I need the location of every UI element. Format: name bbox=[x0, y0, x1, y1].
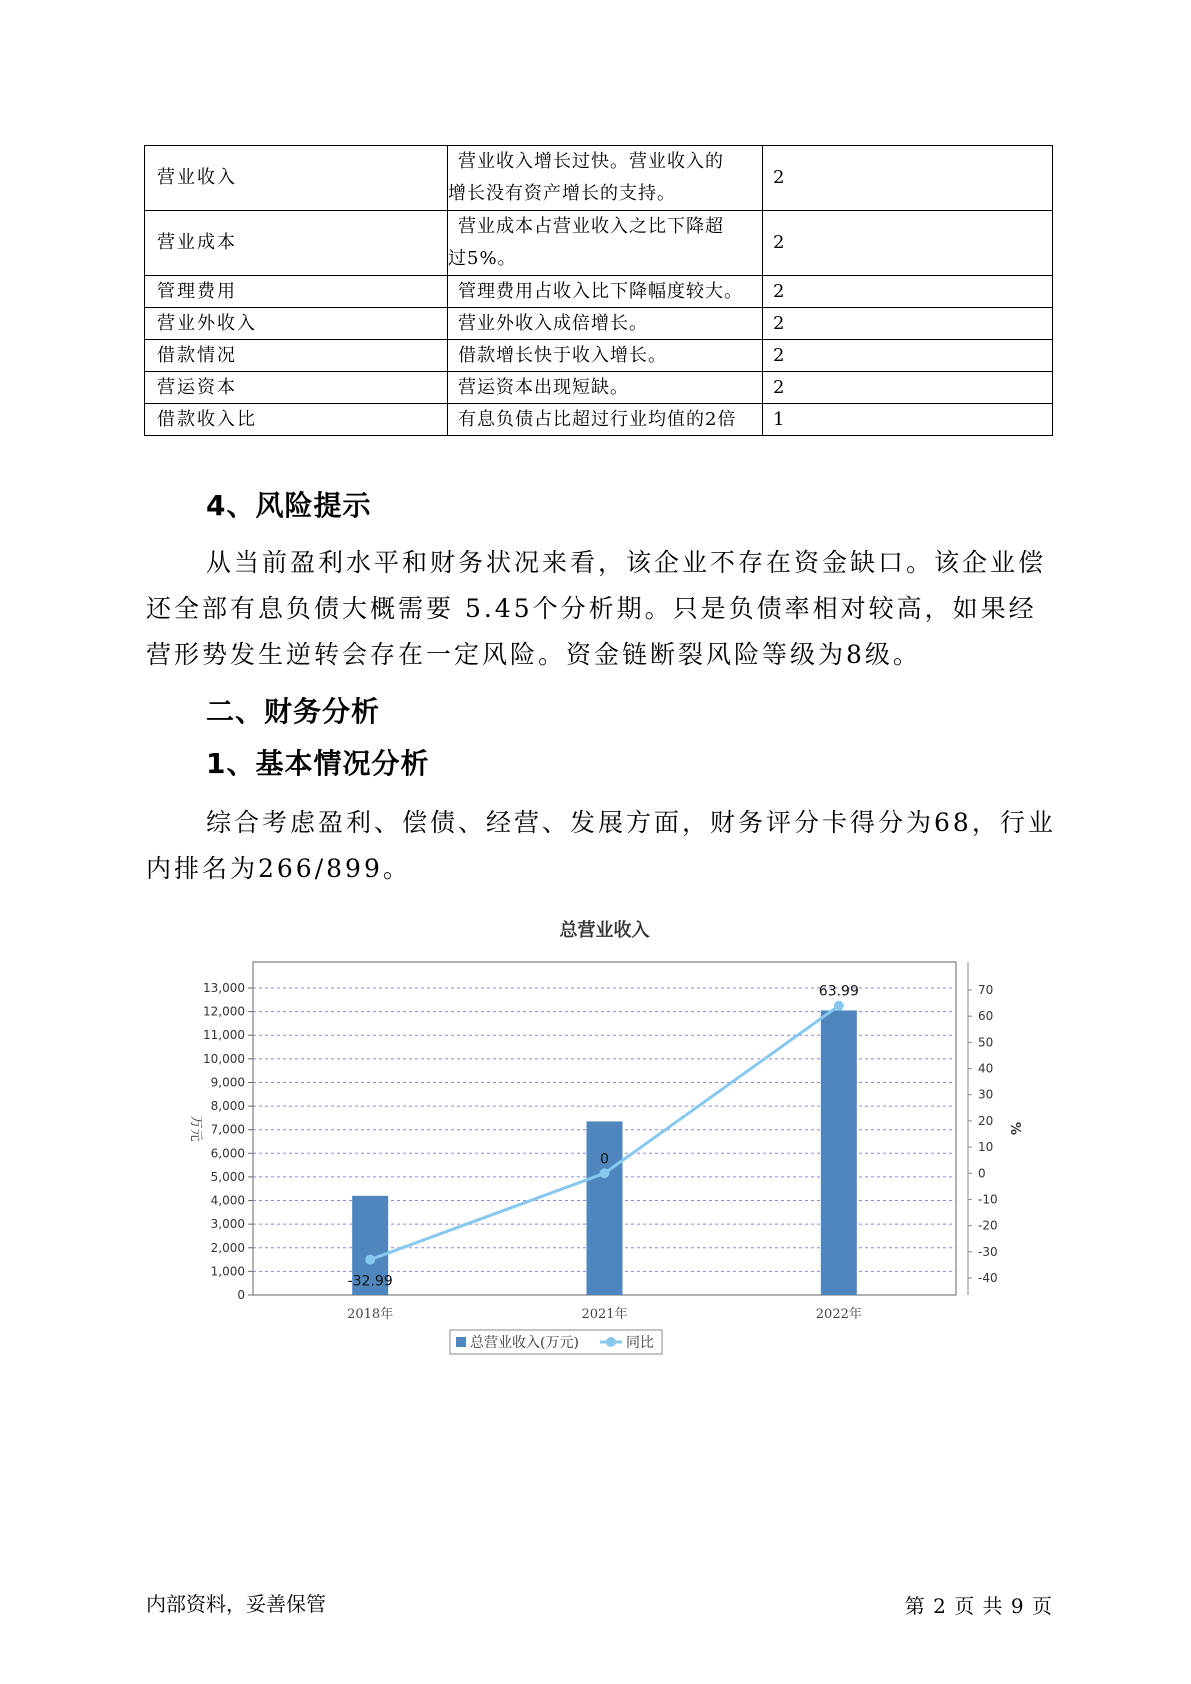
bar bbox=[821, 1010, 857, 1295]
risk-item-name: 营运资本 bbox=[145, 372, 448, 404]
y2-tick-label: 70 bbox=[978, 983, 994, 997]
y2-tick-label: 30 bbox=[978, 1087, 994, 1102]
risk-item-score: 2 bbox=[763, 276, 1053, 308]
legend-line-marker bbox=[606, 1337, 616, 1347]
table-row bbox=[145, 308, 1053, 340]
y2-tick-label: -10 bbox=[978, 1192, 998, 1207]
y2-tick-label: -40 bbox=[978, 1271, 998, 1285]
legend-bar-swatch bbox=[456, 1337, 466, 1347]
table-row bbox=[145, 276, 1053, 308]
risk-item-name: 管理费用 bbox=[145, 276, 448, 308]
risk-item-description bbox=[448, 372, 763, 404]
finance-paragraph: 综合考虑盈利、偿债、经营、发展方面，财务评分卡得分为68，行业内排名为266/899。 bbox=[146, 808, 1056, 883]
table-row bbox=[145, 372, 1053, 404]
y2-tick-label: 50 bbox=[978, 1035, 994, 1050]
y-tick-label: 4,000 bbox=[210, 1193, 245, 1208]
y2-tick-label: 20 bbox=[978, 1113, 994, 1128]
x-tick-label: 2021年 bbox=[581, 1307, 628, 1322]
risk-item-score: 2 bbox=[763, 146, 1053, 211]
risk-item-description bbox=[448, 308, 763, 340]
y-axis-label: 万元 bbox=[188, 1115, 203, 1142]
footer-confidential: 内部资料，妥善保管 bbox=[146, 1592, 326, 1616]
x-tick-label: 2022年 bbox=[815, 1307, 862, 1322]
y-tick-label: 2,000 bbox=[210, 1240, 245, 1255]
risk-item-description bbox=[448, 340, 763, 372]
description-line: 过5%。 bbox=[448, 248, 517, 269]
y2-tick-label: 60 bbox=[978, 1009, 994, 1024]
description-line: 借款增长快于收入增长。 bbox=[458, 345, 667, 366]
description-line: 管理费用占收入比下降幅度较大。 bbox=[458, 281, 743, 302]
risk-item-score: 2 bbox=[763, 340, 1053, 372]
y2-tick-label: -30 bbox=[978, 1244, 998, 1259]
table-row bbox=[145, 404, 1053, 436]
description-line: 营业外收入成倍增长。 bbox=[458, 313, 648, 334]
yoy-point bbox=[365, 1255, 375, 1265]
risk-item-name: 营业收入 bbox=[145, 146, 448, 211]
legend-bar-label: 总营业收入(万元) bbox=[470, 1335, 579, 1351]
y2-tick-label: 10 bbox=[978, 1140, 994, 1155]
yoy-data-label: 0 bbox=[600, 1151, 609, 1168]
y-tick-label: 13,000 bbox=[203, 981, 245, 995]
table-row bbox=[145, 146, 1053, 211]
y-tick-label: 5,000 bbox=[210, 1169, 245, 1184]
y2-axis-label: % bbox=[1007, 1121, 1022, 1136]
risk-item-score: 2 bbox=[763, 211, 1053, 276]
risk-item-name: 营业成本 bbox=[145, 211, 448, 276]
y-tick-label: 9,000 bbox=[210, 1075, 245, 1090]
y-tick-label: 3,000 bbox=[210, 1217, 245, 1232]
y-tick-label: 6,000 bbox=[210, 1146, 245, 1161]
risk-item-description bbox=[448, 211, 763, 276]
basic-analysis-heading: 1、基本情况分析 bbox=[206, 747, 430, 780]
risk-paragraph: 从当前盈利水平和财务状况来看，该企业不存在资金缺口。该企业偿还全部有息负债大概需要 5.45个分析期。只是负债率相对较高，如果经营形势发生逆转会存在一定风险。资金链断裂风险等级为8级。 bbox=[146, 548, 1047, 669]
revenue-chart-svg bbox=[160, 912, 1020, 1372]
description-line: 营业收入增长过快。营业收入的 bbox=[458, 151, 724, 172]
y-tick-label: 0 bbox=[237, 1288, 245, 1302]
y-tick-label: 7,000 bbox=[210, 1122, 245, 1137]
yoy-point bbox=[600, 1168, 610, 1178]
y-tick-label: 10,000 bbox=[203, 1051, 245, 1066]
risk-table bbox=[144, 145, 1053, 436]
description-line: 增长没有资产增长的支持。 bbox=[448, 183, 676, 204]
risk-item-score: 2 bbox=[763, 372, 1053, 404]
y-tick-label: 12,000 bbox=[203, 1004, 245, 1019]
risk-item-name: 营业外收入 bbox=[145, 308, 448, 340]
yoy-data-label: 63.99 bbox=[818, 983, 859, 1000]
chart-title: 总营业收入 bbox=[559, 920, 650, 941]
risk-item-description bbox=[448, 404, 763, 436]
bar bbox=[587, 1121, 623, 1295]
yoy-point bbox=[834, 1001, 844, 1011]
table-row bbox=[145, 340, 1053, 372]
y-tick-label: 8,000 bbox=[210, 1099, 245, 1114]
risk-item-description bbox=[448, 276, 763, 308]
risk-item-description bbox=[448, 146, 763, 211]
revenue-chart bbox=[160, 912, 1020, 1372]
y2-tick-label: -20 bbox=[978, 1218, 998, 1233]
y2-tick-label: 40 bbox=[978, 1061, 994, 1076]
legend-line-label: 同比 bbox=[626, 1335, 654, 1351]
x-tick-label: 2018年 bbox=[347, 1307, 394, 1322]
description-line: 有息负债占比超过行业均值的2倍 bbox=[458, 409, 737, 430]
y-tick-label: 11,000 bbox=[203, 1028, 245, 1043]
description-line: 营运资本出现短缺。 bbox=[458, 377, 629, 398]
risk-item-name: 借款收入比 bbox=[145, 404, 448, 436]
risk-item-score: 2 bbox=[763, 308, 1053, 340]
finance-heading: 二、财务分析 bbox=[206, 695, 381, 728]
table-row bbox=[145, 211, 1053, 276]
y-tick-label: 1,000 bbox=[210, 1264, 245, 1279]
description-line: 营业成本占营业收入之比下降超 bbox=[458, 216, 724, 237]
yoy-data-label: -32.99 bbox=[347, 1273, 393, 1290]
risk-item-score: 1 bbox=[763, 404, 1053, 436]
risk-item-name: 借款情况 bbox=[145, 340, 448, 372]
y2-tick-label: 0 bbox=[978, 1166, 986, 1181]
risk-heading: 4、风险提示 bbox=[206, 489, 372, 522]
footer-page-number: 第 2 页 共 9 页 bbox=[904, 1594, 1053, 1618]
